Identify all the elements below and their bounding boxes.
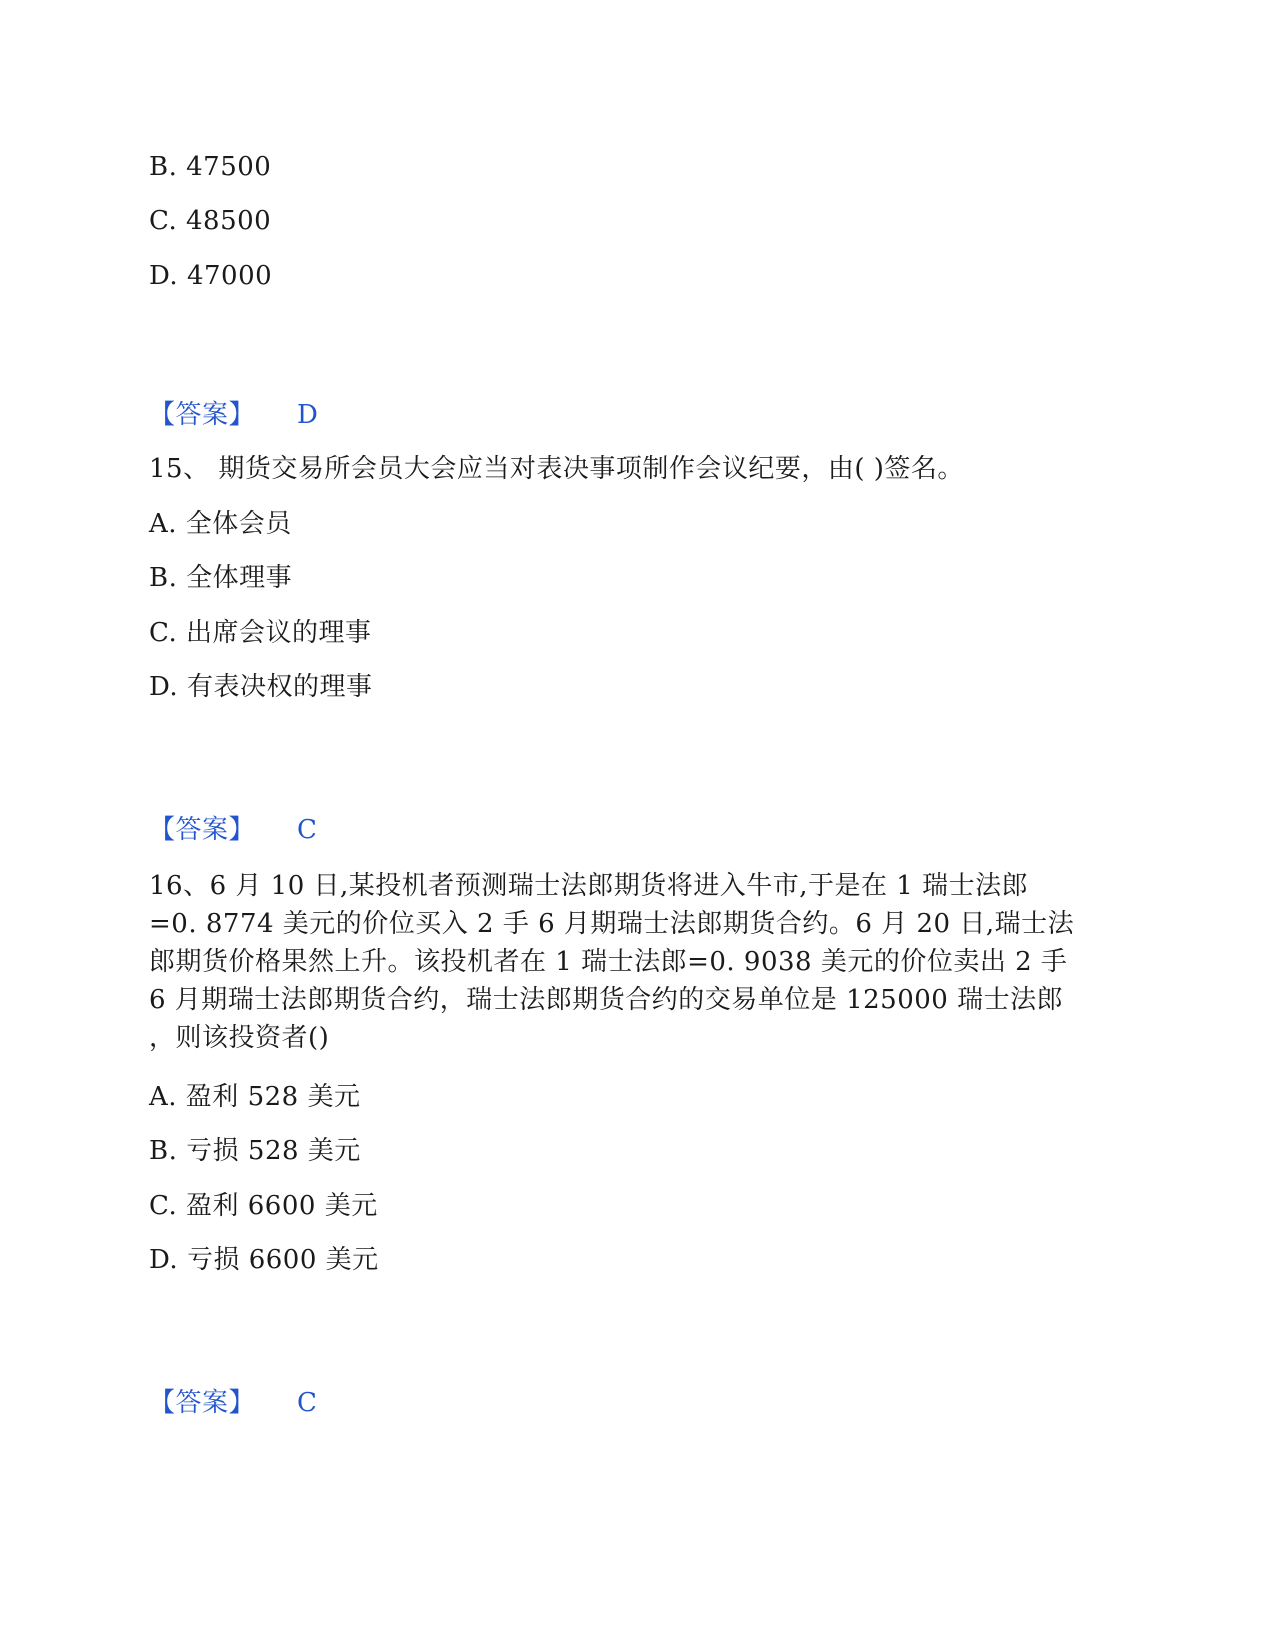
q15-option-b: B. 全体理事: [149, 563, 293, 593]
option-d: D. 47000: [149, 261, 273, 291]
q15-option-a: A. 全体会员: [149, 509, 292, 539]
answer-value: C: [297, 815, 318, 845]
answer-row: [149, 398, 319, 432]
answer-label: 【答案】: [149, 1388, 256, 1418]
q16-question-line-2: =0. 8774 美元的价位买入 2 手 6 月期瑞士法郎期货合约。6 月 20 日,瑞士法: [149, 909, 1075, 939]
q16-option-a: A. 盈利 528 美元: [149, 1082, 361, 1112]
option-b: B. 47500: [149, 152, 272, 182]
option-c: C. 48500: [149, 206, 272, 236]
question-15: 15、 期货交易所会员大会应当对表决事项制作会议纪要，由( )签名。: [149, 454, 964, 484]
q16-question-line-5: ，则该投资者(): [149, 1023, 330, 1053]
q16-option-d: D. 亏损 6600 美元: [149, 1245, 379, 1275]
q16-question-line-1: 16、6 月 10 日,某投机者预测瑞士法郎期货将进入牛市,于是在 1 瑞士法郎: [149, 871, 1029, 901]
answer-value: C: [297, 1388, 318, 1418]
q16-question-line-4: 6 月期瑞士法郎期货合约，瑞士法郎期货合约的交易单位是 125000 瑞士法郎: [149, 985, 1064, 1015]
q16-option-b: B. 亏损 528 美元: [149, 1136, 361, 1166]
q15-answer-row: [149, 813, 318, 847]
q15-option-c: C. 出席会议的理事: [149, 618, 372, 648]
answer-label: 【答案】: [149, 400, 256, 430]
q16-option-c: C. 盈利 6600 美元: [149, 1191, 378, 1221]
answer-value: D: [297, 400, 319, 430]
q16-question-line-3: 郎期货价格果然上升。该投机者在 1 瑞士法郎=0. 9038 美元的价位卖出 2 手: [149, 947, 1068, 977]
answer-label: 【答案】: [149, 815, 256, 845]
q15-option-d: D. 有表决权的理事: [149, 672, 373, 702]
q16-answer-row: [149, 1386, 318, 1420]
